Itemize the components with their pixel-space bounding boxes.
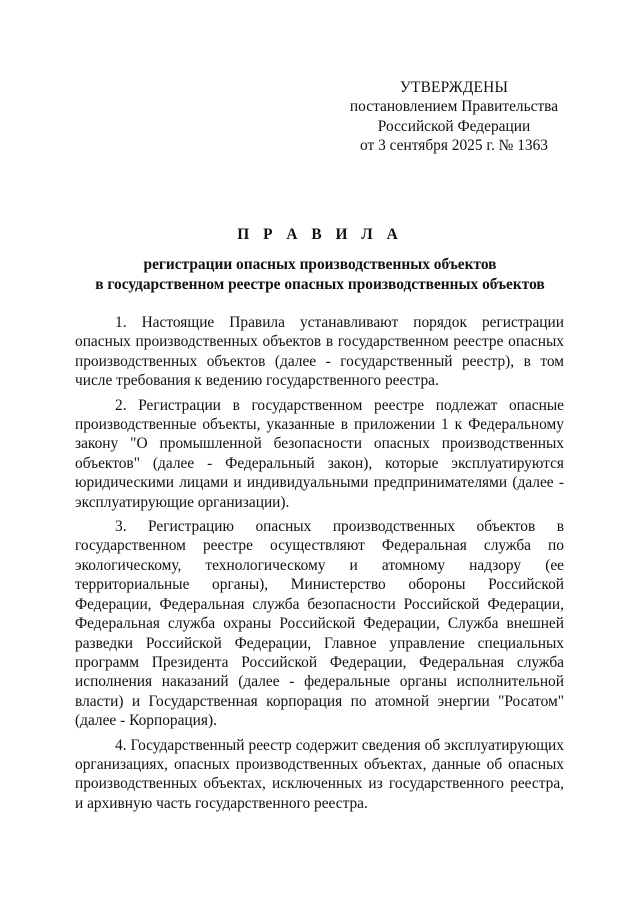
paragraph-4: 4. Государственный реестр содержит сведения об эксплуатирующих организациях, опасных производственных объектах, данные об опасных производственных объектах, исключенных из государственного реестра, и архивную часть государственного реестра. [75, 736, 564, 812]
paragraph-1: 1. Настоящие Правила устанавливают порядок регистрации опасных производственных объектов в государственном реестре опасных производственных объектов (далее - государственный реестр), в том числе требования к ведению государственного реестра. [75, 314, 564, 390]
document-type: П Р А В И Л А [237, 226, 403, 243]
document-heading [60, 226, 580, 294]
approval-block [348, 78, 560, 156]
approval-line-3: от 3 сентября 2025 г. № 1363 [360, 137, 548, 155]
document-body [75, 313, 564, 818]
document-subtitle-line-2: в государственном реестре опасных производственных объектов [95, 275, 545, 293]
approval-line-2: Российской Федерации [377, 117, 531, 135]
paragraph-3: 3. Регистрацию опасных производственных объектов в государственном реестре осуществляют Федеральная служба по экологическому, технологическому и атомному надзору (ее территориальные органы), Министерство обороны Российской Федерации, Федеральная служба безопасности Российской Федерации, Федеральная служба охраны Российской Федерации, Служба внешней разведки Российской Федерации, Главное управление специальных программ Президента Российской Федерации, Федеральная служба исполнения наказаний (далее - федеральные органы исполнительной власти) и Государственная корпорация по атомной энергии "Росатом" (далее - Корпорация). [75, 518, 564, 730]
document-subtitle-line-1: регистрации опасных производственных объектов [143, 256, 497, 273]
paragraph-2: 2. Регистрации в государственном реестре подлежат опасные производственные объекты, указанные в приложении 1 к Федеральному закону "О промышленной безопасности опасных производственных объектов" (далее - Федеральный закон), которые эксплуатируются юридическими лицами и индивидуальными предпринимателями (далее - эксплуатирующие организации). [75, 396, 564, 511]
approval-line-1: постановлением Правительства [349, 98, 559, 116]
approval-stamp: УТВЕРЖДЕНЫ [399, 79, 509, 96]
